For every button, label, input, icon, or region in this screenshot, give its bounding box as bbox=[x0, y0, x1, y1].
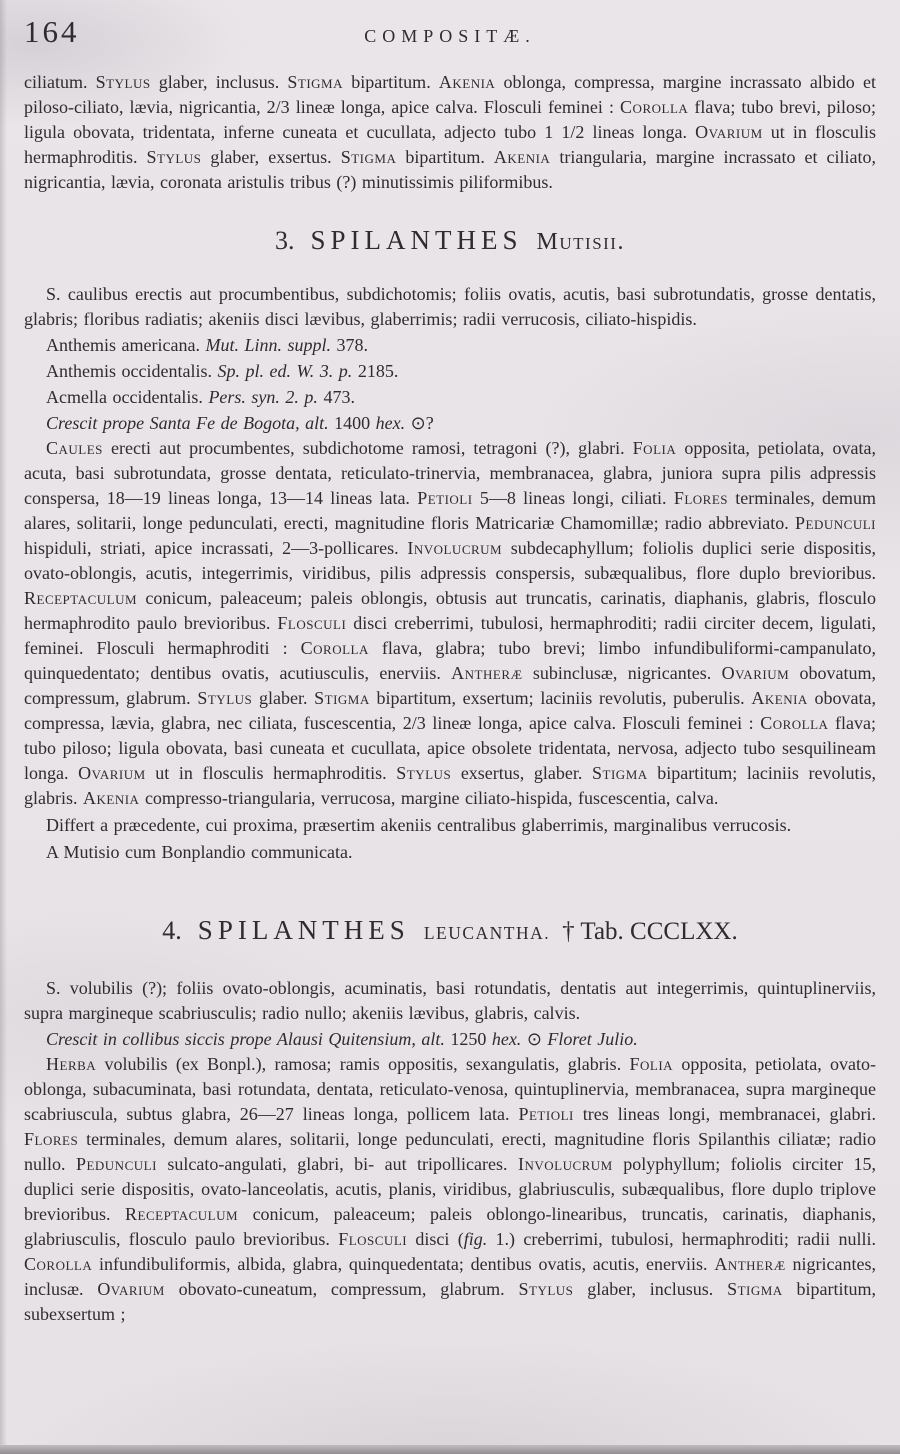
plate-reference: † Tab. CCCLXX. bbox=[562, 918, 738, 945]
scan-edge-bottom bbox=[0, 1445, 900, 1454]
description-3: Caules erecti aut procumbentes, subdichotome ramosi, tetragoni (?), glabri. Folia opposita, petiolata, ovata, acuta, basi subrotundata, grosse dentata, reticulato-trinervia, membranacea, glabra, juniora supra pilis adpressis conspersa, 18—19 lineas longa, 13—14 lineas lata. Petioli 5—8 lineas longi, ciliati. Flores terminales, demum alares, solitarii, longe pedunculati, erecti, magnitudine floris Matricariæ Chamomillæ; radio abbreviato. Pedunculi hispiduli, striati, apice incrassati, 2—3-pollicares. Involucrum subdecaphyllum; foliolis duplici serie dispositis, ovato-oblongis, acutis, integerrimis, viridibus, pilis adpressis conspersis, subæqualibus, flore duplo brevioribus. Receptaculum conicum, paleaceum; paleis oblongis, obtusis aut truncatis, carinatis, diaphanis, glabris, flosculo hermaphrodito paulo brevioribus. Flosculi disci creberrimi, tubulosi, hermaphroditi; radii circiter decem, ligulati, feminei. Flosculi hermaphroditi : Corolla flava, glabra; tubo brevi; limbo infundibuliformi-campanulato, quinquedentato; dentibus ovatis, acutiusculis, enerviis. Antheræ subinclusæ, nigricantes. Ovarium obovatum, compressum, glabrum. Stylus glaber. Stigma bipartitum, exsertum; laciniis revolutis, puberulis. Akenia obovata, compressa, lævia, glabra, nec ciliata, fuscescentia, 2/3 lineæ longa, apice calva. Flosculi feminei : Corolla flava; tubo piloso; ligula obovata, basi cuneata et cucullata, apice obsolete tridentata, nervosa, adjecto tubo sesquilineam longa. Ovarium ut in flosculis hermaphroditis. Stylus exsertus, glaber. Stigma bipartitum; laciniis revolutis, glabris. Akenia compresso-triangularia, verrucosa, margine ciliato-hispida, fuscescentia, calva. bbox=[24, 438, 876, 808]
synonym-1: Anthemis americana. Mut. Linn. suppl. 378. bbox=[46, 335, 368, 355]
habitat-3: Crescit prope Santa Fe de Bogota, alt. 1400 hex. ⊙? bbox=[46, 413, 434, 433]
page-number: 164 bbox=[24, 14, 80, 49]
species-number: 4. bbox=[162, 916, 182, 945]
species-epithet: LEUCANTHA. bbox=[423, 923, 551, 943]
species-heading-4 bbox=[24, 915, 876, 946]
page-content bbox=[24, 70, 876, 1327]
genus-name: SPILANTHES bbox=[310, 225, 523, 255]
scan-edge-left bbox=[0, 0, 7, 1454]
diagnosis-4: S. volubilis (?); foliis ovato-oblongis, acuminatis, basi rotundatis, dentatis aut integerrimis, quintuplinerviis, supra margineque scabriusculis; radio nullo; akeniis lævibus, glabris, calvis. bbox=[24, 978, 876, 1023]
species-epithet: Mutisii. bbox=[536, 229, 625, 255]
running-title: COMPOSITÆ. bbox=[364, 26, 536, 46]
synonym-3: Acmella occidentalis. Pers. syn. 2. p. 473. bbox=[46, 387, 355, 407]
page-header bbox=[24, 14, 876, 58]
habitat-4: Crescit in collibus siccis prope Alausi Quitensium, alt. 1250 hex. ⊙ Floret Julio. bbox=[46, 1029, 638, 1049]
synonym-2: Anthemis occidentalis. Sp. pl. ed. W. 3. p. 2185. bbox=[46, 361, 399, 381]
genus-name: SPILANTHES bbox=[197, 915, 410, 945]
paragraph-continuation: ciliatum. Stylus glaber, inclusus. Stigma bipartitum. Akenia oblonga, compressa, margine incrassato albido et piloso-ciliato, lævia, nigricantia, 2/3 lineæ longa, apice calva. Flosculi feminei : Corolla flava; tubo brevi, piloso; ligula obovata, tridentata, inferne cuneata et cucullata, adjecto tubo 1 1/2 lineas longa. Ovarium ut in flosculis hermaphroditis. Stylus glaber, exsertus. Stigma bipartitum. Akenia triangularia, margine incrassato et ciliato, nigricantia, lævia, coronata aristulis tribus (?) minutissimis piliformibus. bbox=[24, 72, 877, 192]
species-number: 3. bbox=[275, 226, 295, 255]
comparison-note-3: Differt a præcedente, cui proxima, præsertim akeniis centralibus glaberrimis, marginalibus verrucosis. bbox=[46, 815, 792, 835]
communication-note-3: A Mutisio cum Bonplandio communicata. bbox=[46, 842, 353, 862]
species-heading-3 bbox=[24, 225, 876, 256]
description-4: Herba volubilis (ex Bonpl.), ramosa; ramis oppositis, sexangulatis, glabris. Folia opposita, petiolata, ovato-oblonga, subacuminata, basi rotundata, dentata, reticulato-venosa, quintuplinervia, membranacea, supra margineque scabriuscula, subtus glabra, 26—27 lineas longa, pollicem lata. Petioli tres lineas longi, membranacei, glabri. Flores terminales, demum alares, solitarii, longe pedunculati, erecti, magnitudine floris Spilanthis ciliatæ; radio nullo. Pedunculi sulcato-angulati, glabri, bi- aut tripollicares. Involucrum polyphyllum; foliolis circiter 15, duplici serie dispositis, ovato-lanceolatis, acutis, planis, viridibus, glabriusculis, subæqualibus, flore duplo triplove brevioribus. Receptaculum conicum, paleaceum; paleis oblongo-linearibus, truncatis, carinatis, diaphanis, glabriusculis, flosculo paulo brevioribus. Flosculi disci (fig. 1.) creberrimi, tubulosi, hermaphroditi; radii nulli. Corolla infundibuliformis, albida, glabra, quinquedentata; dentibus ovatis, acutis, enerviis. Antheræ nigricantes, inclusæ. Ovarium obovato-cuneatum, compressum, glabrum. Stylus glaber, inclusus. Stigma bipartitum, subexsertum ; bbox=[24, 1054, 877, 1324]
diagnosis-3: S. caulibus erectis aut procumbentibus, subdichotomis; foliis ovatis, acutis, basi subrotundatis, grosse dentatis, glabris; floribus radiatis; akeniis disci lævibus, glaberrimis; radii verrucosis, ciliato-hispidis. bbox=[24, 284, 876, 329]
